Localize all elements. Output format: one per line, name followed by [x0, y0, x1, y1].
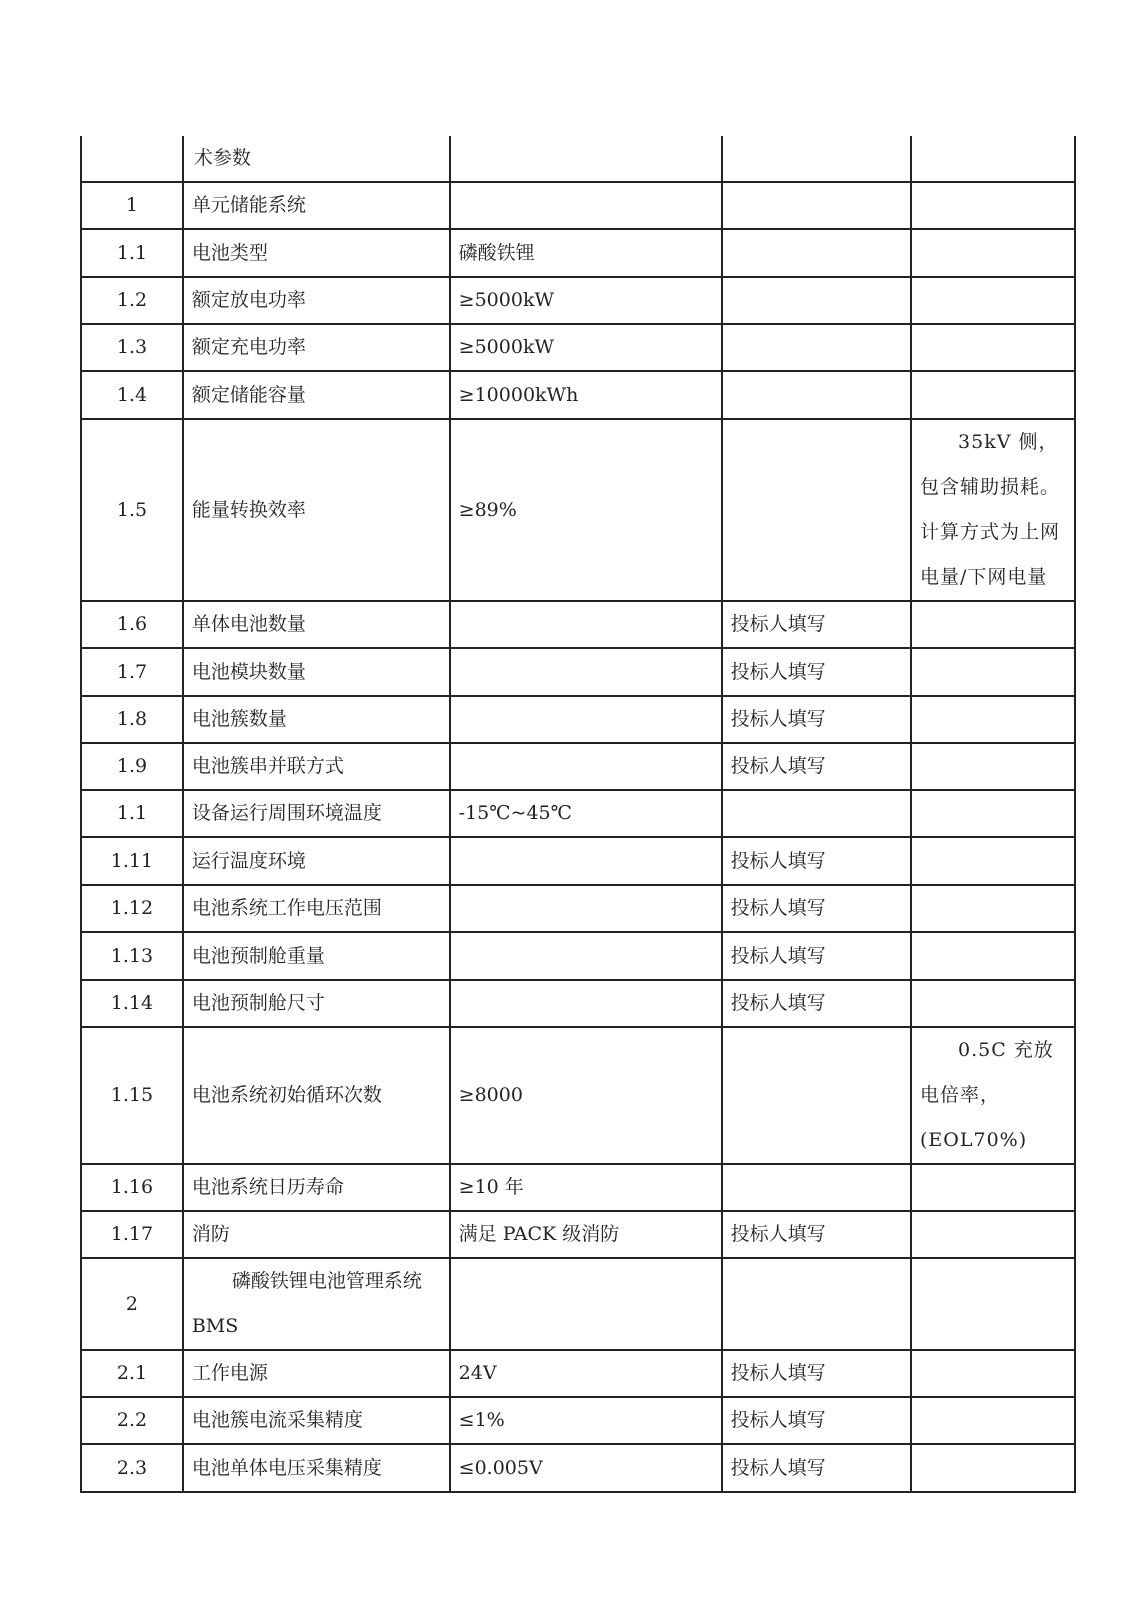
row-item-name: 电池预制舱尺寸 [183, 980, 450, 1027]
row-requirement: -15℃~45℃ [450, 790, 722, 837]
table-row [81, 182, 1075, 229]
row-number: 1.1 [81, 229, 183, 277]
table-row [81, 790, 1075, 837]
table-row [81, 1164, 1075, 1211]
row-note [911, 696, 1075, 743]
row-requirement: ≥8000 [450, 1027, 722, 1164]
row-response [722, 790, 911, 837]
row-number: 1.17 [81, 1211, 183, 1258]
row-item-name: 电池模块数量 [183, 648, 450, 696]
row-item-name-line1: 磷酸铁锂电池管理系统 [231, 1270, 422, 1292]
row-response: 投标人填写 [722, 980, 911, 1027]
table-row [81, 1258, 1075, 1350]
row-requirement: ≥89% [450, 419, 722, 601]
row-requirement [450, 601, 722, 648]
row-number: 1.8 [81, 696, 183, 743]
row-response [722, 419, 911, 601]
row-item-name-line2: BMS [191, 1315, 239, 1337]
row-number: 1.14 [81, 980, 183, 1027]
row-response [722, 229, 911, 277]
row-number: 1.9 [81, 743, 183, 790]
spec-table-container [80, 136, 1076, 1493]
row-requirement: ≥5000kW [450, 277, 722, 324]
row-note [911, 837, 1075, 885]
row-note [911, 1397, 1075, 1444]
row-response [722, 277, 911, 324]
row-response [722, 1258, 911, 1350]
table-row [81, 601, 1075, 648]
row-requirement [450, 136, 722, 182]
table-row [81, 1397, 1075, 1444]
table-row [81, 229, 1075, 277]
table-row [81, 932, 1075, 980]
row-item-name: 电池系统初始循环次数 [183, 1027, 450, 1164]
row-number: 1.7 [81, 648, 183, 696]
technical-parameter-table [80, 136, 1076, 1493]
row-item-name: 能量转换效率 [183, 419, 450, 601]
row-item-name: 电池簇电流采集精度 [183, 1397, 450, 1444]
row-note [911, 1027, 1075, 1164]
table-row [81, 885, 1075, 932]
row-note [911, 324, 1075, 371]
row-number: 1.4 [81, 371, 183, 419]
row-response: 投标人填写 [722, 648, 911, 696]
note-text: 0.5C 充放电倍率，(EOL70%) [920, 1039, 1054, 1151]
row-requirement: 24V [450, 1350, 722, 1397]
row-number: 1.1 [81, 790, 183, 837]
row-requirement: ≤1% [450, 1397, 722, 1444]
row-note [911, 1211, 1075, 1258]
row-number: 2.2 [81, 1397, 183, 1444]
row-response [722, 1027, 911, 1164]
row-number: 2.3 [81, 1444, 183, 1492]
row-number: 1.13 [81, 932, 183, 980]
row-requirement [450, 743, 722, 790]
row-response [722, 182, 911, 229]
row-item-name: 电池簇串并联方式 [183, 743, 450, 790]
row-item-name: 电池系统日历寿命 [183, 1164, 450, 1211]
row-item-name: 额定充电功率 [183, 324, 450, 371]
row-requirement: ≤0.005V [450, 1444, 722, 1492]
row-number: 1.15 [81, 1027, 183, 1164]
row-item-name: 消防 [183, 1211, 450, 1258]
table-row [81, 1027, 1075, 1164]
row-number: 2 [81, 1258, 183, 1350]
row-response: 投标人填写 [722, 1211, 911, 1258]
row-response [722, 136, 911, 182]
row-note [911, 182, 1075, 229]
row-item-name: 电池类型 [183, 229, 450, 277]
row-item-name: 电池系统工作电压范围 [183, 885, 450, 932]
row-note [911, 1350, 1075, 1397]
table-row [81, 837, 1075, 885]
row-item-name: 额定储能容量 [183, 371, 450, 419]
row-response: 投标人填写 [722, 1350, 911, 1397]
row-note [911, 1258, 1075, 1350]
table-row [81, 980, 1075, 1027]
table-row [81, 277, 1075, 324]
row-response [722, 371, 911, 419]
row-number: 1.2 [81, 277, 183, 324]
row-note [911, 980, 1075, 1027]
row-item-name: 电池单体电压采集精度 [183, 1444, 450, 1492]
row-note [911, 601, 1075, 648]
row-requirement: ≥10000kWh [450, 371, 722, 419]
row-number: 1.3 [81, 324, 183, 371]
row-item-name: 设备运行周围环境温度 [183, 790, 450, 837]
row-number [81, 136, 183, 182]
row-response: 投标人填写 [722, 837, 911, 885]
table-row [81, 648, 1075, 696]
row-requirement [450, 980, 722, 1027]
row-number: 1.11 [81, 837, 183, 885]
row-number: 1.5 [81, 419, 183, 601]
row-requirement: 满足 PACK 级消防 [450, 1211, 722, 1258]
table-row [81, 696, 1075, 743]
row-requirement: ≥5000kW [450, 324, 722, 371]
row-item-name: 单元储能系统 [183, 182, 450, 229]
table-row [81, 324, 1075, 371]
row-note [911, 136, 1075, 182]
row-item-name [183, 1258, 450, 1350]
row-requirement: ≥10 年 [450, 1164, 722, 1211]
table-row [81, 136, 1075, 182]
row-response: 投标人填写 [722, 932, 911, 980]
row-note [911, 885, 1075, 932]
row-note [911, 1164, 1075, 1211]
row-item-name: 电池簇数量 [183, 696, 450, 743]
row-requirement [450, 648, 722, 696]
table-row [81, 1444, 1075, 1492]
row-response: 投标人填写 [722, 696, 911, 743]
row-note [911, 229, 1075, 277]
row-item-name: 工作电源 [183, 1350, 450, 1397]
row-response: 投标人填写 [722, 1444, 911, 1492]
row-note [911, 371, 1075, 419]
row-response: 投标人填写 [722, 743, 911, 790]
row-number: 1 [81, 182, 183, 229]
row-item-name: 运行温度环境 [183, 837, 450, 885]
note-text: 35kV 侧，包含辅助损耗。计算方式为上网电量/下网电量 [920, 431, 1061, 588]
table-row [81, 371, 1075, 419]
row-item-name: 电池预制舱重量 [183, 932, 450, 980]
table-row [81, 1350, 1075, 1397]
row-number: 1.12 [81, 885, 183, 932]
row-response: 投标人填写 [722, 885, 911, 932]
table-row [81, 743, 1075, 790]
row-requirement [450, 837, 722, 885]
row-requirement [450, 932, 722, 980]
row-note [911, 932, 1075, 980]
table-row [81, 1211, 1075, 1258]
row-note [911, 277, 1075, 324]
row-item-name: 单体电池数量 [183, 601, 450, 648]
row-response: 投标人填写 [722, 1397, 911, 1444]
table-row [81, 419, 1075, 601]
row-requirement [450, 182, 722, 229]
row-requirement: 磷酸铁锂 [450, 229, 722, 277]
row-requirement [450, 885, 722, 932]
row-item-name: 额定放电功率 [183, 277, 450, 324]
row-item-name: 术参数 [183, 136, 450, 182]
row-note [911, 790, 1075, 837]
row-requirement [450, 696, 722, 743]
row-note [911, 419, 1075, 601]
row-response [722, 324, 911, 371]
row-note [911, 1444, 1075, 1492]
row-note [911, 648, 1075, 696]
row-number: 1.6 [81, 601, 183, 648]
row-response [722, 1164, 911, 1211]
row-number: 1.16 [81, 1164, 183, 1211]
row-note [911, 743, 1075, 790]
row-requirement [450, 1258, 722, 1350]
row-response: 投标人填写 [722, 601, 911, 648]
row-number: 2.1 [81, 1350, 183, 1397]
